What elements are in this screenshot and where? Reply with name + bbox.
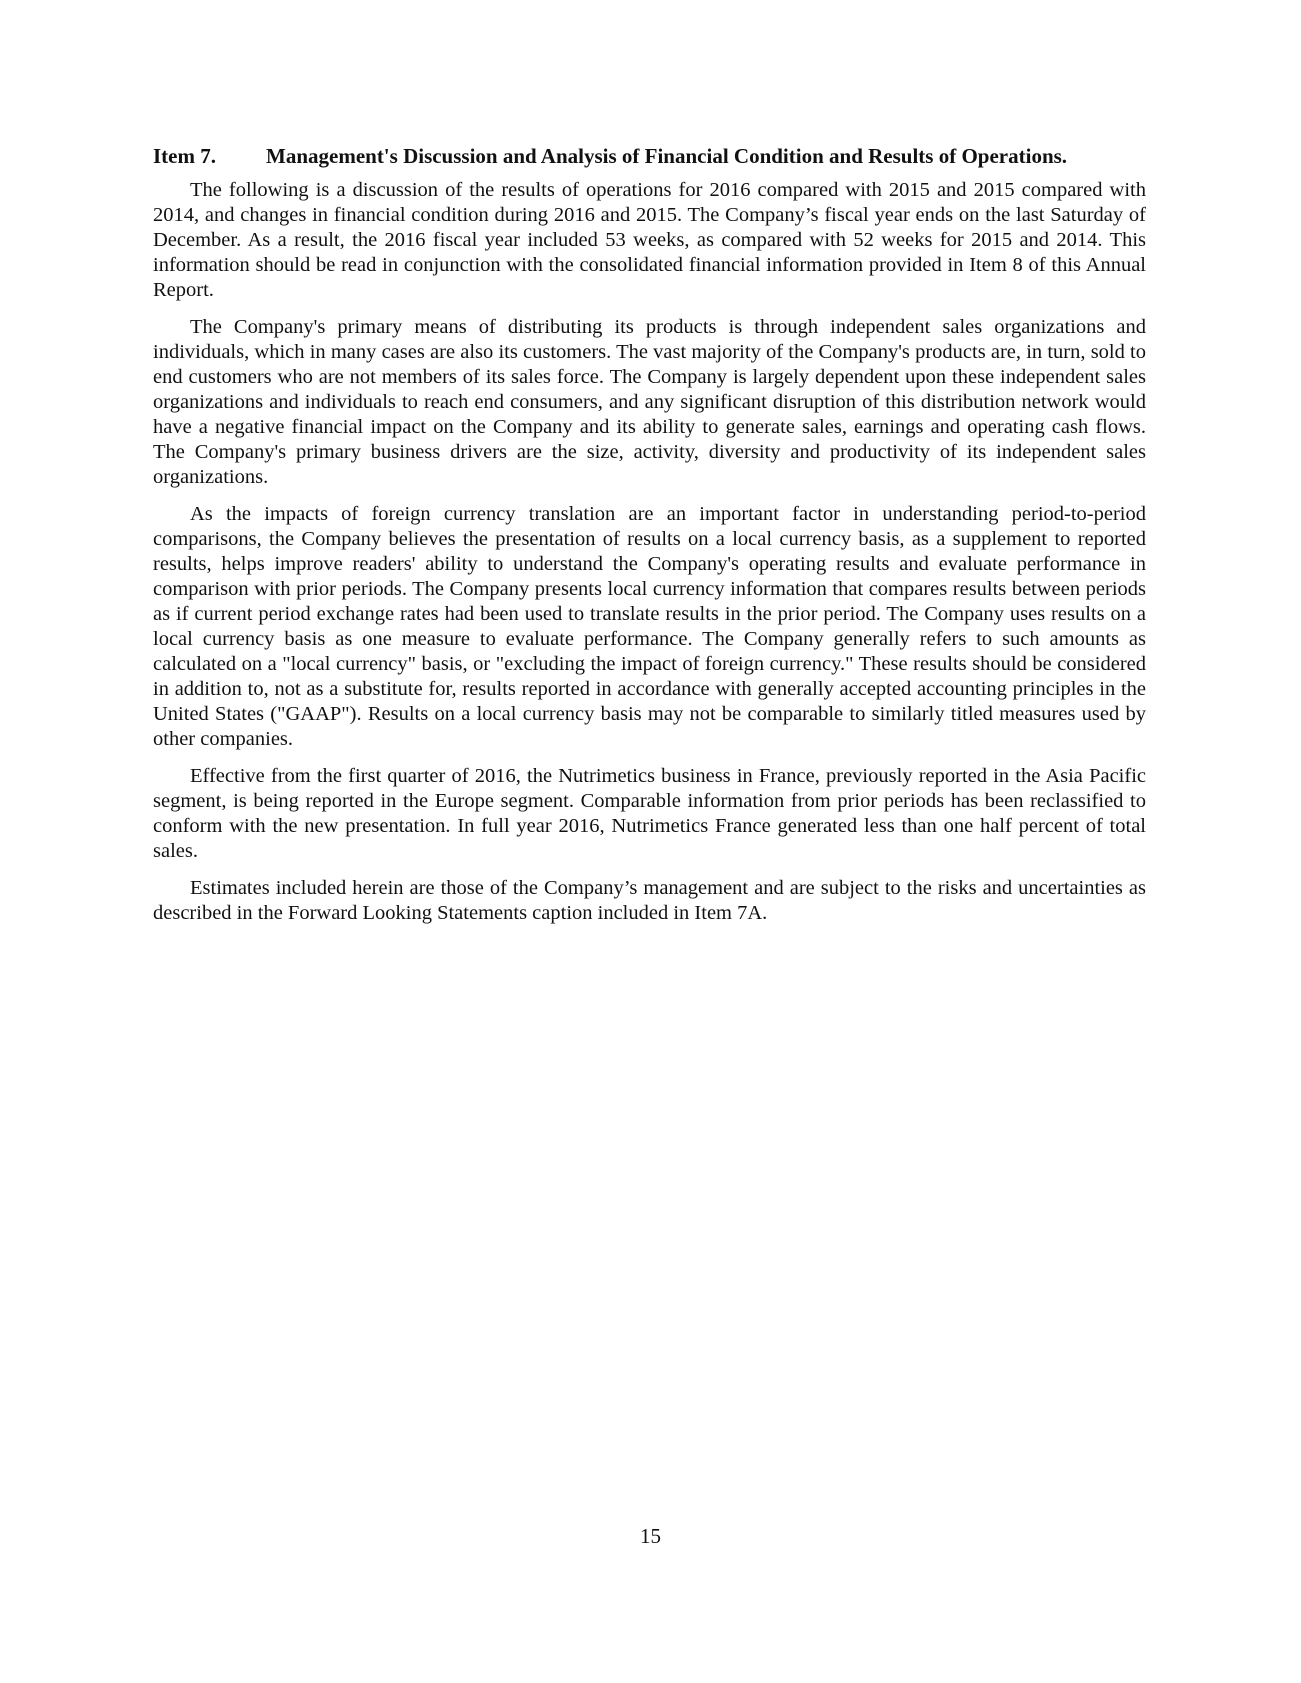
document-page	[153, 143, 1146, 938]
paragraph-estimates: Estimates included herein are those of the Company’s management and are subject to the risks and uncertainties as described in the Forward Looking Statements caption included in Item 7A.	[153, 877, 1146, 924]
paragraph-distribution: The Company's primary means of distributing its products is through independent sales organizations and individuals, which in many cases are also its customers. The vast majority of the Company's products are, in turn, sold to end customers who are not members of its sales force. The Company is largely dependent upon these independent sales organizations and individuals to reach end consumers, and any significant disruption of this distribution network would have a negative financial impact on the Company and its ability to generate sales, earnings and operating cash flows. The Company's primary business drivers are the size, activity, diversity and productivity of its independent sales organizations.	[153, 316, 1146, 488]
paragraph-local-currency: As the impacts of foreign currency translation are an important factor in understanding period-to-period comparisons, the Company believes the presentation of results on a local currency basis, as a supplement to reported results, helps improve readers' ability to understand the Company's operating results and evaluate performance in comparison with prior periods. The Company presents local currency information that compares results between periods as if current period exchange rates had been used to translate results in the prior period. The Company uses results on a local currency basis as one measure to evaluate performance. The Company generally refers to such amounts as calculated on a "local currency" basis, or "excluding the impact of foreign currency." These results should be considered in addition to, not as a substitute for, results reported in accordance with generally accepted accounting principles in the United States ("GAAP"). Results on a local currency basis may not be comparable to similarly titled measures used by other companies.	[153, 503, 1146, 750]
item-title: Management's Discussion and Analysis of Financial Condition and Results of Operations.	[266, 144, 1068, 168]
page-number: 15	[640, 1524, 661, 1548]
item-number: Item 7.	[153, 144, 216, 168]
paragraph-fiscal-year: The following is a discussion of the results of operations for 2016 compared with 2015 and 2015 compared with 2014, and changes in financial condition during 2016 and 2015. The Company’s fiscal year ends on the last Saturday of December. As a result, the 2016 fiscal year included 53 weeks, as compared with 52 weeks for 2015 and 2014. This information should be read in conjunction with the consolidated financial information provided in Item 8 of this Annual Report.	[153, 179, 1146, 301]
section-heading	[153, 143, 1146, 170]
paragraph-nutrimetics: Effective from the first quarter of 2016, the Nutrimetics business in France, previously reported in the Asia Pacific segment, is being reported in the Europe segment. Comparable information from prior periods has been reclassified to conform with the new presentation. In full year 2016, Nutrimetics France generated less than one half percent of total sales.	[153, 765, 1146, 862]
